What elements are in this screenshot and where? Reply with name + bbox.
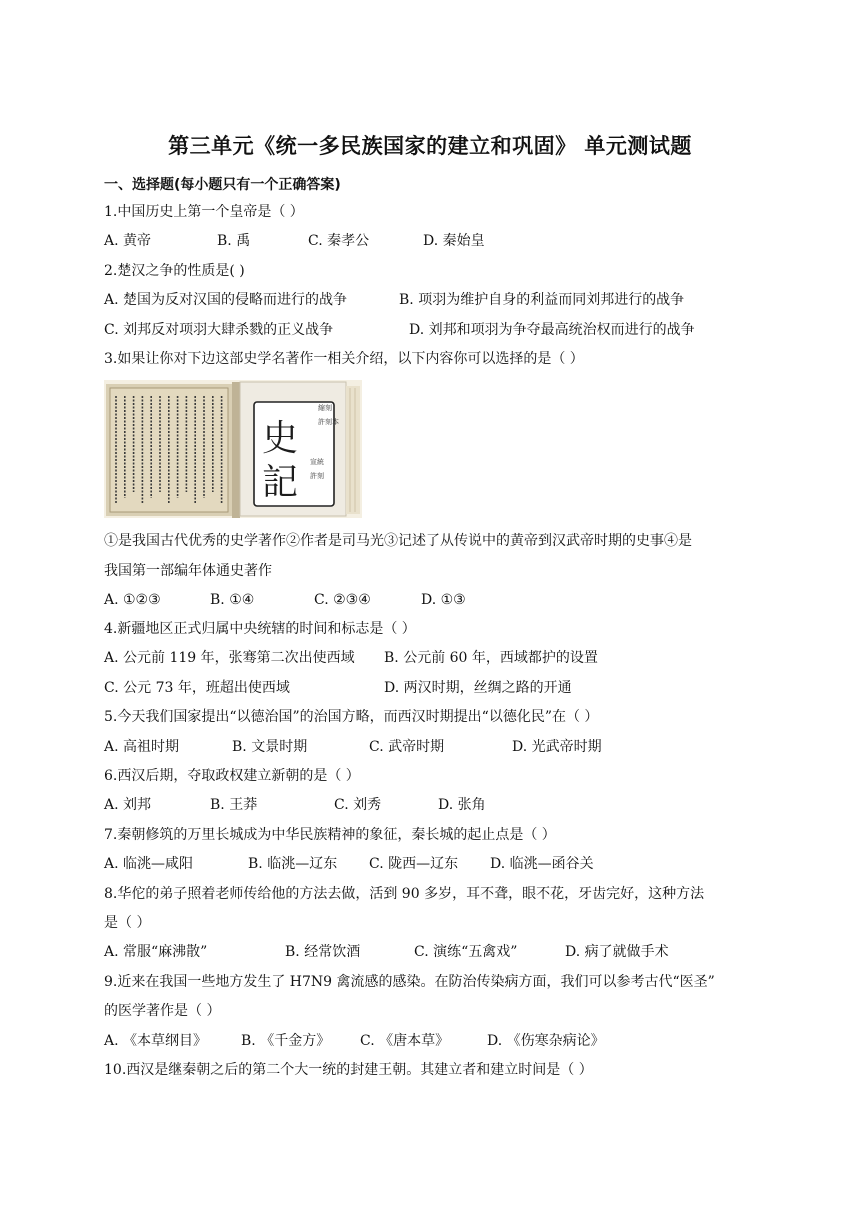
q3-option-c: C. ②③④ xyxy=(314,592,371,608)
q8-option-d: D. 病了就做手术 xyxy=(565,944,669,960)
q3-option-a: A. ①②③ xyxy=(104,592,161,608)
q4-option-c: C. 公元 73 年，班超出使西域 xyxy=(104,680,290,696)
q9-option-a: A. 《本草纲目》 xyxy=(104,1033,208,1049)
q9-option-b: B. 《千金方》 xyxy=(241,1033,331,1049)
q4-option-a: A. 公元前 119 年，张骞第二次出使西域 xyxy=(104,650,355,666)
q8-option-c: C. 演练“五禽戏” xyxy=(414,944,518,960)
q1-option-b: B. 禹 xyxy=(217,233,251,249)
q1-option-a: A. 黄帝 xyxy=(104,233,152,249)
q2-option-c: C. 刘邦反对项羽大肆杀戮的正义战争 xyxy=(104,322,334,338)
q6-option-b: B. 王莽 xyxy=(210,797,258,813)
question-3-desc-line-1: ①是我国古代优秀的史学著作②作者是司马光③记述了从传说中的黄帝到汉武帝时期的史事④是 xyxy=(104,533,692,549)
question-1: 1.中国历史上第一个皇帝是（ ） xyxy=(104,204,304,220)
question-4: 4.新疆地区正式归属中央统辖的时间和标志是（ ） xyxy=(104,621,416,637)
q1-option-c: C. 秦孝公 xyxy=(308,233,370,249)
q6-option-c: C. 刘秀 xyxy=(334,797,382,813)
q1-option-d: D. 秦始皇 xyxy=(423,233,485,249)
cover-small-text-1: 縮刻 xyxy=(318,404,332,412)
question-8: 8.华佗的弟子照着老师传给他的方法去做，活到 90 多岁，耳不聋，眼不花，牙齿完好，这种方法 xyxy=(104,886,705,902)
cover-small-text-4: 許刻 xyxy=(310,472,324,480)
q7-option-d: D. 临洮—函谷关 xyxy=(490,856,594,872)
q2-option-b: B. 项羽为维护自身的利益而同刘邦进行的战争 xyxy=(399,292,685,308)
q6-option-d: D. 张角 xyxy=(438,797,486,813)
q7-option-a: A. 临洮—咸阳 xyxy=(104,856,194,872)
q9-option-d: D. 《伤寒杂病论》 xyxy=(487,1033,605,1049)
q9-option-c: C. 《唐本草》 xyxy=(360,1033,450,1049)
q5-option-a: A. 高祖时期 xyxy=(104,739,180,755)
q2-option-a: A. 楚国为反对汉国的侵略而进行的战争 xyxy=(104,292,348,308)
q5-option-c: C. 武帝时期 xyxy=(369,739,445,755)
shiji-book-image xyxy=(104,380,362,518)
q2-option-d: D. 刘邦和项羽为争夺最高统治权而进行的战争 xyxy=(409,322,695,338)
q8-option-b: B. 经常饮酒 xyxy=(285,944,361,960)
q3-option-b: B. ①④ xyxy=(210,592,255,608)
q4-option-b: B. 公元前 60 年，西域都护的设置 xyxy=(384,650,598,666)
question-10: 10.西汉是继秦朝之后的第二个大一统的封建王朝。其建立者和建立时间是（ ） xyxy=(104,1062,593,1078)
question-6: 6.西汉后期，夺取政权建立新朝的是（ ） xyxy=(104,768,360,784)
question-9-cont: 的医学著作是（ ） xyxy=(104,1003,221,1019)
page-title: 第三单元《统一多民族国家的建立和巩固》 单元测试题 xyxy=(168,134,692,158)
section-heading: 一、选择题(每小题只有一个正确答案) xyxy=(104,177,341,193)
cover-small-text-3: 宣統 xyxy=(310,458,324,466)
q5-option-d: D. 光武帝时期 xyxy=(512,739,602,755)
q5-option-b: B. 文景时期 xyxy=(232,739,308,755)
question-8-cont: 是（ ） xyxy=(104,915,151,931)
q7-option-c: C. 陇西—辽东 xyxy=(369,856,459,872)
question-5: 5.今天我们国家提出“以德治国”的治国方略，而西汉时期提出“以德化民”在（ ） xyxy=(104,709,599,725)
q3-option-d: D. ①③ xyxy=(421,592,466,608)
cover-char-1: 史 xyxy=(261,418,299,459)
q7-option-b: B. 临洮—辽东 xyxy=(248,856,338,872)
question-2: 2.楚汉之争的性质是( ) xyxy=(104,263,245,279)
question-3: 3.如果让你对下边这部史学名著作一相关介绍，以下内容你可以选择的是（ ） xyxy=(104,351,584,367)
question-7: 7.秦朝修筑的万里长城成为中华民族精神的象征，秦长城的起止点是（ ） xyxy=(104,827,556,843)
q8-option-a: A. 常服“麻沸散” xyxy=(104,944,208,960)
cover-char-2: 記 xyxy=(261,462,299,503)
question-9: 9.近来在我国一些地方发生了 H7N9 禽流感的感染。在防治传染病方面，我们可以参考古代“医圣” xyxy=(104,974,715,990)
q4-option-d: D. 两汉时期，丝绸之路的开通 xyxy=(384,680,572,696)
question-3-desc-line-2: 我国第一部编年体通史著作 xyxy=(104,563,272,579)
q6-option-a: A. 刘邦 xyxy=(104,797,152,813)
cover-small-text-2: 許刻本 xyxy=(318,418,339,426)
